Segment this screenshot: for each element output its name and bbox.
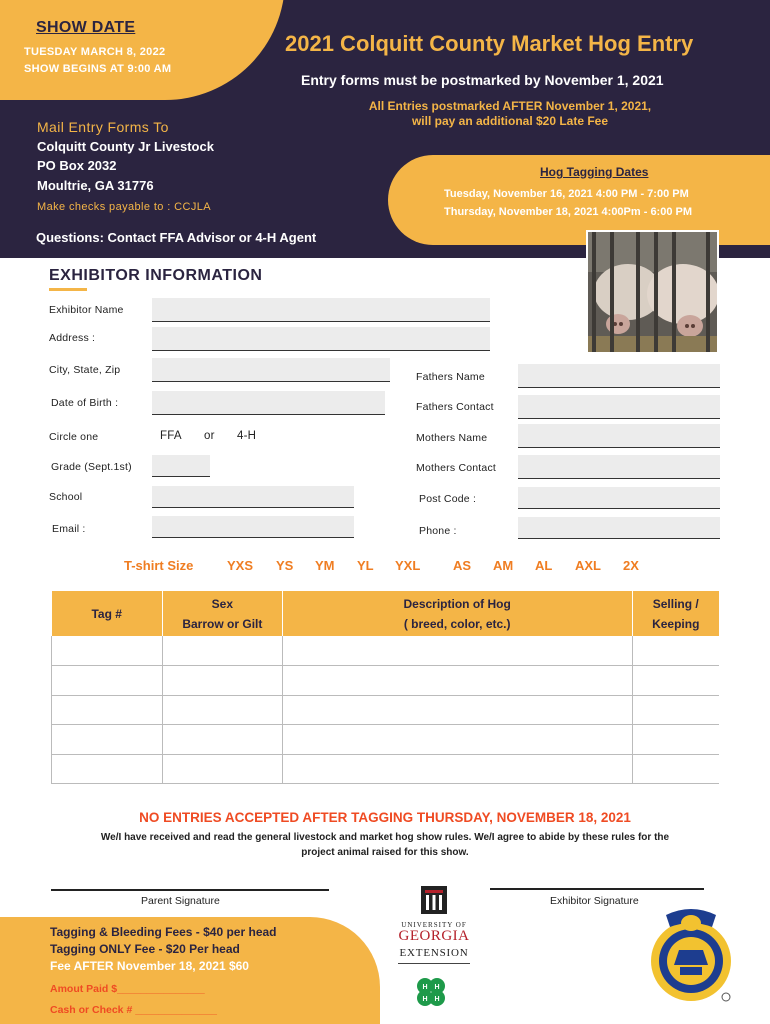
column-header-description <box>282 591 632 636</box>
tshirt-option[interactable]: YL <box>357 558 374 573</box>
column-header-line: Barrow or Gilt <box>182 616 263 631</box>
description-cell[interactable] <box>282 695 632 725</box>
dob-label: Date of Birth : <box>51 397 119 409</box>
hog-photo <box>586 230 719 354</box>
tagging-dates-title: Hog Tagging Dates <box>540 165 649 179</box>
tshirt-option[interactable]: AXL <box>575 558 601 573</box>
tag-cell[interactable] <box>52 695 163 725</box>
exhibitor-signature-label: Exhibitor Signature <box>550 895 639 907</box>
city-state-zip-label: City, State, Zip <box>49 364 121 376</box>
parent-signature-line[interactable] <box>51 889 329 891</box>
column-header-sex <box>162 591 282 636</box>
address-label: Address : <box>49 332 96 344</box>
table-row <box>52 695 720 725</box>
hog-entry-table <box>51 591 719 784</box>
mothers-name-label: Mothers Name <box>416 432 488 444</box>
uga-small-text: UNIVERSITY OF <box>401 921 467 929</box>
mothers-contact-field[interactable] <box>518 455 720 479</box>
late-fee-line: All Entries postmarked AFTER November 1, 2021, <box>368 99 652 113</box>
postmark-deadline: Entry forms must be postmarked by November 1, 2021 <box>301 72 664 88</box>
option-4h[interactable]: 4-H <box>237 430 257 442</box>
tshirt-option[interactable]: YXS <box>227 558 254 573</box>
sex-cell[interactable] <box>162 725 282 755</box>
late-fee-line: will pay an additional $20 Late Fee <box>411 114 609 128</box>
selling-cell[interactable] <box>632 725 719 755</box>
uga-extension-text: EXTENSION <box>399 947 469 959</box>
sex-cell[interactable] <box>162 636 282 666</box>
column-header-line: Selling / <box>652 596 699 611</box>
uga-divider <box>398 963 470 964</box>
checks-payable: Make checks payable to : CCJLA <box>37 201 212 213</box>
tagging-date: Tuesday, November 16, 2021 4:00 PM - 7:00 PM <box>444 188 689 200</box>
agreement-line: project animal raised for this show. <box>301 847 469 858</box>
mothers-name-field[interactable] <box>518 424 720 448</box>
mail-entry-title: Mail Entry Forms To <box>37 119 169 135</box>
tshirt-option[interactable]: AL <box>535 558 553 573</box>
column-header-line: Keeping <box>652 616 700 631</box>
fathers-name-field[interactable] <box>518 364 720 388</box>
table-row <box>52 666 720 696</box>
grade-field[interactable] <box>152 455 210 477</box>
post-code-label: Post Code : <box>419 493 477 505</box>
tag-cell[interactable] <box>52 636 163 666</box>
no-entries-warning: NO ENTRIES ACCEPTED AFTER TAGGING THURSDAY, NOVEMBER 18, 2021 <box>139 810 631 825</box>
tshirt-option[interactable]: 2X <box>623 558 639 573</box>
show-begins: SHOW BEGINS AT 9:00 AM <box>24 63 172 75</box>
school-field[interactable] <box>152 486 354 508</box>
mothers-contact-label: Mothers Contact <box>416 462 497 474</box>
email-label: Email : <box>52 523 86 535</box>
dob-field[interactable] <box>152 391 385 415</box>
exhibitor-name-label: Exhibitor Name <box>49 304 124 316</box>
description-cell[interactable] <box>282 754 632 784</box>
uga-extension-logo <box>394 886 474 964</box>
address-field[interactable] <box>152 327 490 351</box>
uga-big-text: GEORGIA <box>398 928 470 944</box>
sex-cell[interactable] <box>162 666 282 696</box>
phone-field[interactable] <box>518 517 720 539</box>
svg-text:H: H <box>422 996 428 1003</box>
column-header-line: Description of Hog <box>403 596 511 611</box>
amount-paid-line[interactable]: Amout Paid $_______________ <box>50 983 205 995</box>
tshirt-option[interactable]: YXL <box>395 558 421 573</box>
cash-or-check-line[interactable]: Cash or Check # ______________ <box>50 1004 217 1016</box>
column-header-line: Sex <box>211 596 234 611</box>
school-label: School <box>49 491 83 503</box>
tshirt-size-label: T-shirt Size <box>124 558 194 573</box>
agreement-text <box>50 830 720 860</box>
section-underline <box>49 288 87 291</box>
sex-cell[interactable] <box>162 754 282 784</box>
table-header-row <box>52 591 720 636</box>
show-date: TUESDAY MARCH 8, 2022 <box>24 46 166 58</box>
sex-cell[interactable] <box>162 695 282 725</box>
hog-illustration <box>588 232 719 354</box>
description-cell[interactable] <box>282 666 632 696</box>
phone-label: Phone : <box>419 525 457 537</box>
table-row <box>52 754 720 784</box>
option-ffa[interactable]: FFA <box>160 430 182 442</box>
selling-cell[interactable] <box>632 666 719 696</box>
tshirt-option[interactable]: YS <box>276 558 294 573</box>
ffa-emblem-icon <box>646 905 736 1005</box>
fee-tagging-only: Tagging ONLY Fee - $20 Per head <box>50 942 240 956</box>
selling-cell[interactable] <box>632 754 719 784</box>
header-banner <box>0 0 770 258</box>
agreement-line: We/I have received and read the general livestock and market hog show rules. We/I agree to abide by these rules for the <box>100 832 670 843</box>
table-row <box>52 725 720 755</box>
svg-text:H: H <box>434 984 440 991</box>
svg-text:H: H <box>422 984 428 991</box>
clover-icon <box>413 975 449 1011</box>
exhibitor-name-field[interactable] <box>152 298 490 322</box>
fathers-name-label: Fathers Name <box>416 371 485 383</box>
fathers-contact-field[interactable] <box>518 395 720 419</box>
grade-label: Grade (Sept.1st) <box>51 461 132 473</box>
column-header-tag <box>52 591 163 636</box>
post-code-field[interactable] <box>518 487 720 509</box>
tag-cell[interactable] <box>52 754 163 784</box>
svg-text:H: H <box>434 996 440 1003</box>
show-date-title: SHOW DATE <box>36 19 136 36</box>
description-cell[interactable] <box>282 725 632 755</box>
selling-cell[interactable] <box>632 695 719 725</box>
tshirt-option[interactable]: AS <box>453 558 472 573</box>
fee-after-date: Fee AFTER November 18, 2021 $60 <box>50 959 249 973</box>
tshirt-option[interactable]: YM <box>315 558 335 573</box>
selling-cell[interactable] <box>632 636 719 666</box>
circle-one-label: Circle one <box>49 431 99 443</box>
table-row <box>52 636 720 666</box>
mail-address-line: Moultrie, GA 31776 <box>37 178 154 193</box>
parent-signature-label: Parent Signature <box>141 895 220 907</box>
exhibitor-info-title: EXHIBITOR INFORMATION <box>49 267 263 284</box>
exhibitor-signature-line[interactable] <box>490 888 704 890</box>
fathers-contact-label: Fathers Contact <box>416 401 494 413</box>
column-header-line: ( breed, color, etc.) <box>403 616 511 631</box>
arch-icon <box>421 886 447 914</box>
tagging-date: Thursday, November 18, 2021 4:00Pm - 6:00 PM <box>444 206 693 218</box>
mail-address-line: Colquitt County Jr Livestock <box>37 139 214 154</box>
tag-cell[interactable] <box>52 725 163 755</box>
tshirt-option[interactable]: AM <box>493 558 514 573</box>
option-or: or <box>204 430 215 442</box>
mail-address-line: PO Box 2032 <box>37 158 117 173</box>
tag-cell[interactable] <box>52 666 163 696</box>
city-state-zip-field[interactable] <box>152 358 390 382</box>
page-title: 2021 Colquitt County Market Hog Entry <box>285 31 694 56</box>
fee-tagging-bleeding: Tagging & Bleeding Fees - $40 per head <box>50 925 277 939</box>
column-header-line: Tag # <box>91 606 122 621</box>
email-field[interactable] <box>152 516 354 538</box>
description-cell[interactable] <box>282 636 632 666</box>
late-fee-note <box>330 99 690 129</box>
column-header-selling <box>632 591 719 636</box>
questions-contact: Questions: Contact FFA Advisor or 4-H Agent <box>36 230 317 245</box>
